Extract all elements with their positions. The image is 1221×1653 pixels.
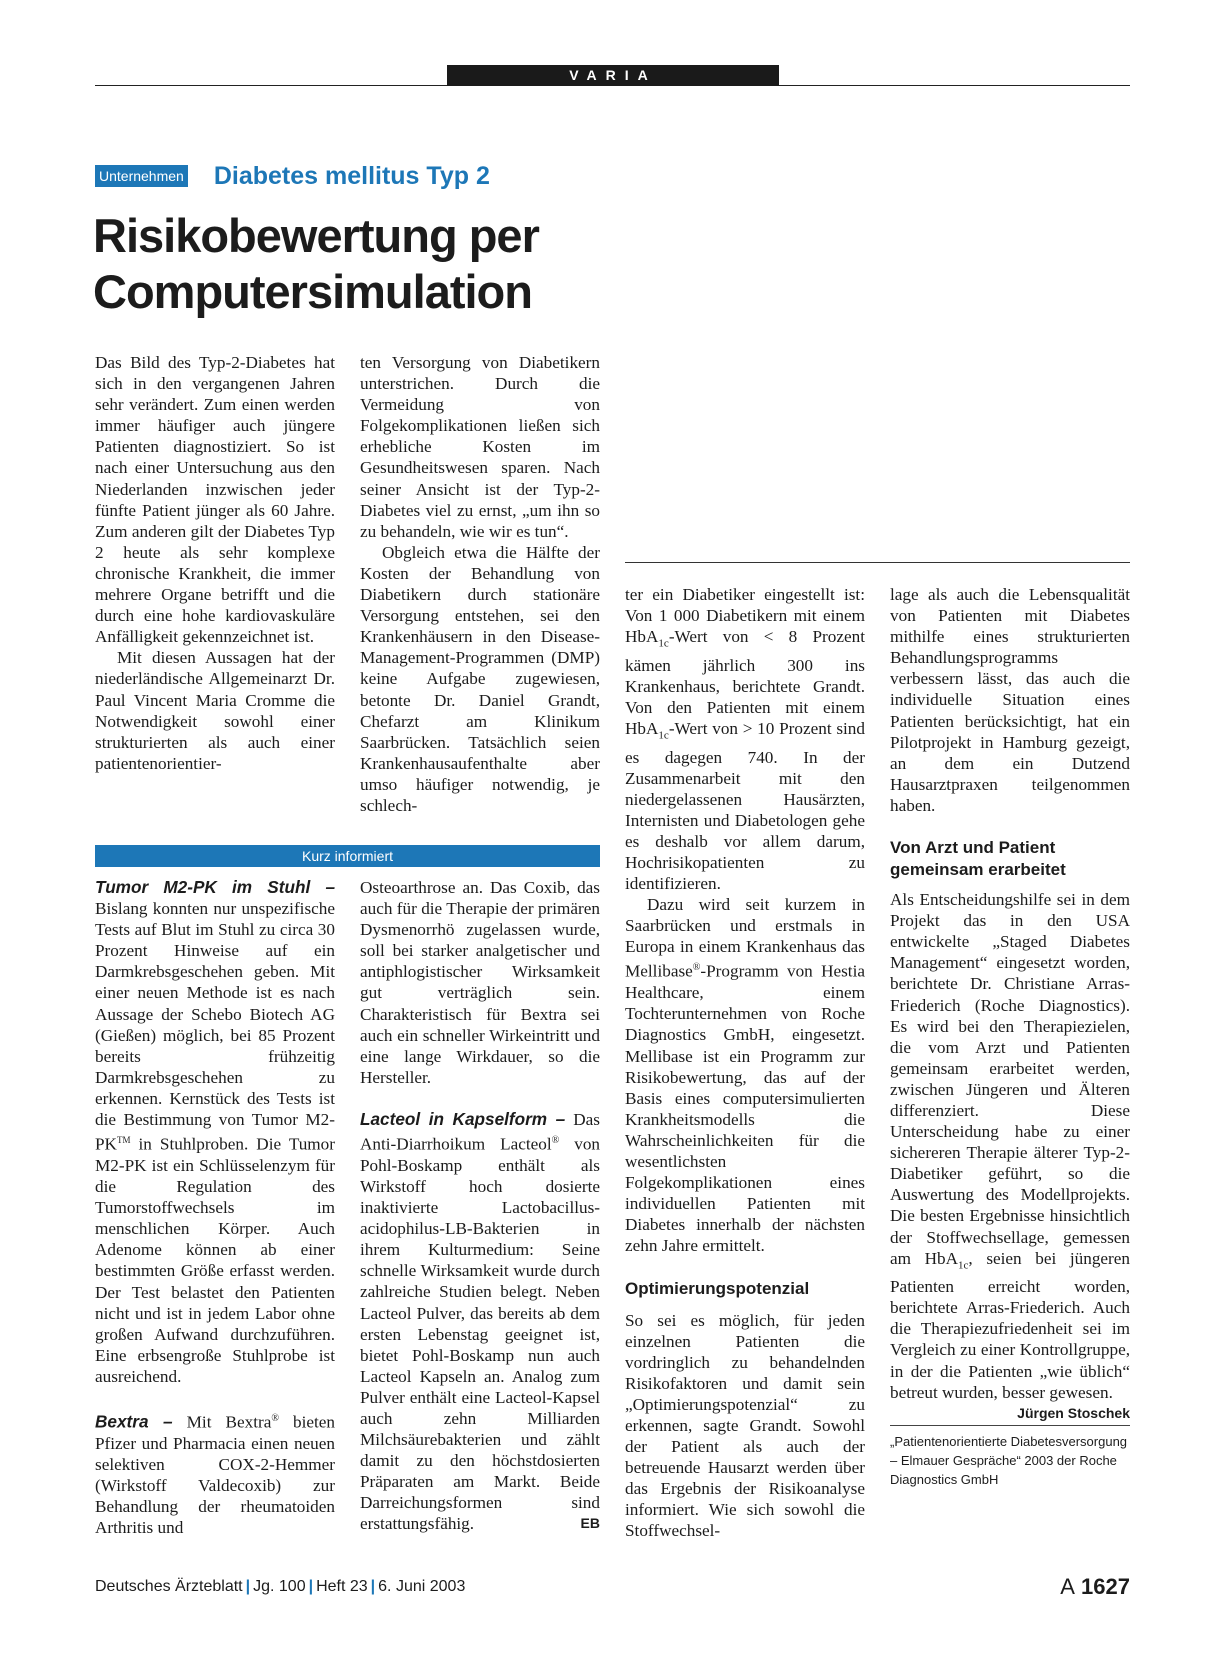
footer-separator: | (370, 1578, 376, 1595)
trademark-mark: TM (116, 1135, 131, 1146)
article-column-3 (625, 584, 865, 1542)
text-run: -Wert von > 10 Prozent sind es dagegen 740. In der Zusammenarbeit mit den niedergelassenen Hausärzten, Internisten und Diabetologen gehe es deshalb vor allem darum, Hochrisikopatienten zu identifizieren. (625, 719, 865, 894)
news-item-lead: Lacteol in Kapselform – (360, 1108, 566, 1129)
text-run: Als Entscheidungshilfe sei in dem Projekt das in den USA entwickelte „Staged Diabetes Management“ eingesetzt worden, berichtete Dr. Christiane Arras-Friederich (Roche Diagnostics). Es wird bei den Therapiezielen, die vom Arzt und Patienten gemeinsam erarbeitet werden, zwischen Jüngeren und Älteren differenziert. Diese Unterscheidung habe zu einer sichereren Therapie älterer Typ-2-Diabetiker geführt, so die Auswertung des Modellprojekts. Die besten Ergebnisse hinsichtlich der Stoffwechsellage, gemessen am HbA (890, 890, 1130, 1268)
text-run: ter ein Diabetiker eingestellt ist: Von 1 000 Diabetikern mit einem HbA (625, 585, 865, 647)
paragraph: Obgleich etwa die Hälfte der Kosten der Behandlung von Diabetikern durch stationäre Versorgung entstehen, sei den Krankenhäusern in den Disease-Management-Programmen (DMP) keine Aufgabe zugewiesen, betonte Dr. Daniel Grandt, Chefarzt am Klinikum Saarbrücken. Tatsächlich seien Krankenhausaufenthalte aber umso häufiger notwendig, je schlech- (360, 542, 600, 815)
text-run: -Wert von < 8 Prozent kämen jährlich 300 ins Krankenhaus, berichtete Grandt. Von den Patienten mit einem HbA (625, 627, 865, 738)
news-item (95, 877, 335, 1387)
text-run: von Pohl-Boskamp enthält als Wirkstoff hoch dosierte inaktivierte Lactobacillus-acidophilus-LB-Bakterien in ihrem Kulturmedium: Seine schnelle Wirksamkeit wurde durch zahlreiche Studien belegt. Neben Lacteol Pulver, das bereits ab dem ersten Lebenstag geeignet ist, bietet Pohl-Boskamp nun auch Lacteol Kapseln an. Analog zum Pulver enthält eine Lacteol-Kapsel auch zehn Milliarden Milchsäurebakterien und zählt damit zu den höchstdosierten Präparaten am Markt. Beide Darreichungsformen sind erstattungsfähig. (360, 1134, 601, 1534)
category-tag: Unternehmen (95, 165, 188, 187)
text-run: in Stuhlproben. Die Tumor M2-PK ist ein Schlüsselenzym für die Regulation des Tumorstoffwechsels im menschlichen Körper. Auch Adenome können ab einer bestimmten Größe erfasst werden. Der Test belastet den Patienten nicht und ist in jedem Labor ohne großen Aufwand durchzuführen. Eine erbsengroße Stuhlprobe ist ausreichend. (95, 1134, 335, 1386)
text-run: , seien bei jüngeren Patienten erreicht worden, berichtete Arras-Friederich. Auch die Therapiezufriedenheit sei im Vergleich zu einer Kontrollgruppe, in der die Patienten „wie üblich“ betreut wurden, besser gewesen. (890, 1248, 1130, 1402)
footnote (890, 1425, 1130, 1489)
footer-separator: | (308, 1578, 314, 1595)
news-item-lead: Bextra – (95, 1411, 173, 1432)
paragraph (890, 889, 1130, 1421)
kicker (95, 163, 490, 189)
news-author: EB (580, 1515, 600, 1532)
text-run: Bislang konnten nur unspezifische Tests auf Blut im Stuhl zu circa 30 Prozent Hinweise auf ein Darmkrebsgeschehen geben. Mit einer neuen Methode ist es nach Aussage der Schebo Biotech AG (Gießen) möglich, bei 85 Prozent bereits frühzeitig Darmkrebsgeschehen zu erkennen. Kernstück des Tests ist die Bestimmung von Tumor M2-PK (95, 899, 335, 1154)
paragraph (625, 584, 865, 894)
page-prefix: A (1060, 1574, 1075, 1599)
text-run: Mit Bextra (172, 1412, 272, 1432)
news-item-continued: Osteoarthrose an. Das Coxib, das auch für die Therapie der primären Dysmenorrhö zugelassen wurde, soll bei starker analgetischer und antiphlogistischer Wirksamkeit gut verträglich sein. Charakteristisch für Bextra sei auch ein schneller Wirkeintritt und eine lange Wirkdauer, so die Hersteller. (360, 878, 600, 1087)
text-run: Dazu wird seit kurzem in Saarbrücken und erstmals in Europa in einem Krankenhaus das Mellibase (625, 895, 865, 982)
headline-line-2: Computersimulation (93, 265, 532, 318)
page-number-value: 1627 (1081, 1574, 1130, 1599)
article-column-1 (95, 352, 335, 774)
footer-separator: | (245, 1578, 251, 1595)
subheading: Optimierungspotenzial (625, 1278, 810, 1298)
issue: Heft 23 (316, 1578, 368, 1595)
article-headline (93, 208, 793, 320)
news-column-1 (95, 877, 335, 1538)
volume: Jg. 100 (253, 1578, 306, 1595)
page-number (1060, 1574, 1130, 1600)
footnote-text: „Patientenorientierte Diabetesversorgung – Elmauer Gespräche“ 2003 der Roche Diagnostics GmbH (890, 1433, 1128, 1487)
registered-mark: ® (271, 1412, 279, 1424)
column-divider-rule (625, 562, 1130, 563)
registered-mark: ® (692, 962, 701, 974)
text-run: bieten Pfizer und Pharmacia einen neuen selektiven COX-2-Hemmer (Wirkstoff Valdecoxib) zur Behandlung der rheumatoiden Arthritis und (95, 1412, 335, 1538)
paragraph (625, 894, 865, 1256)
subscript: 1c (958, 1259, 969, 1272)
news-item (360, 1109, 600, 1535)
section-label: VARIA (447, 65, 779, 86)
news-item (95, 1408, 335, 1538)
paragraph: Mit diesen Aussagen hat der niederländische Allgemeinarzt Dr. Paul Vincent Maria Cromme die Notwendigkeit sowohl einer strukturierten als auch einer patientenorientier- (95, 648, 335, 773)
journal-name: Deutsches Ärzteblatt (95, 1578, 243, 1595)
paragraph: ten Versorgung von Diabetikern unterstrichen. Durch die Vermeidung von Folgekomplikationen ließen sich erhebliche Kosten im Gesundheitswesen sparen. Nach seiner Ansicht ist der Typ-2-Diabetes viel zu ernst, „um ihn so zu behandeln, wie wir es tun“. (360, 353, 600, 541)
kurz-informiert-bar: Kurz informiert (95, 845, 600, 867)
article-author: Jürgen Stoschek (1017, 1404, 1130, 1421)
article-column-2 (360, 352, 600, 816)
text-run: Das Anti-Diarrhoikum Lacteol (360, 1109, 600, 1154)
subheading: Von Arzt und Patient gemeinsam erarbeitet (890, 838, 1066, 880)
paragraph: So sei es möglich, für jeden einzelnen Patienten die vordringlich zu behandelnden Risikofaktoren und damit sein „Optimierungspotenzial“ zu erkennen, sagte Grandt. Sowohl der Patient als auch der betreuende Hausarzt werden über das Ergebnis der Risikoanalyse informiert. Wie sich sowohl die Stoffwechsel- (625, 1310, 865, 1541)
registered-mark: ® (551, 1135, 560, 1147)
page-footer (95, 1578, 465, 1596)
paragraph: lage als auch die Lebensqualität von Patienten mit Diabetes mithilfe eines strukturierten Behandlungsprogramms verbessern lässt, das auch die individuelle Situation eines Patienten berücksichtigt, hat ein Pilotprojekt in Hamburg gezeigt, an dem ein Dutzend Hausarztpraxen teilgenommen haben. (890, 585, 1130, 815)
issue-date: 6. Juni 2003 (378, 1578, 466, 1595)
news-item-lead: Tumor M2-PK im Stuhl – (95, 877, 335, 897)
headline-line-1: Risikobewertung per (93, 209, 539, 262)
subscript: 1c (658, 729, 669, 742)
paragraph: Das Bild des Typ-2-Diabetes hat sich in den vergangenen Jahren sehr verändert. Zum einen werden immer häufiger auch jüngere Patienten diagnostiziert. So ist nach einer Untersuchung aus den Niederlanden inzwischen jeder fünfte Patient jünger als 60 Jahre. Zum anderen gilt der Diabetes Typ 2 heute als sehr komplexe chronische Krankheit, die immer mehrere Organe betrifft und die durch eine hohe kardiovaskuläre Anfälligkeit gekennzeichnet ist. (95, 353, 335, 647)
subscript: 1c (658, 637, 669, 650)
text-run: -Programm von Hestia Healthcare, einem Tochterunternehmen von Roche Diagnostics GmbH, eingesetzt. Mellibase ist ein Programm zur Risikobewertung, das auf der Basis eines computersimulierten Krankheitsmodells die Wahrscheinlichkeiten für die wesentlichsten Folgekomplikationen eines individuellen Patienten mit Diabetes innerhalb der nächsten zehn Jahre ermittelt. (625, 962, 865, 1256)
article-column-4 (890, 584, 1130, 1489)
news-column-2 (360, 877, 600, 1535)
topic-title: Diabetes mellitus Typ 2 (213, 161, 490, 190)
